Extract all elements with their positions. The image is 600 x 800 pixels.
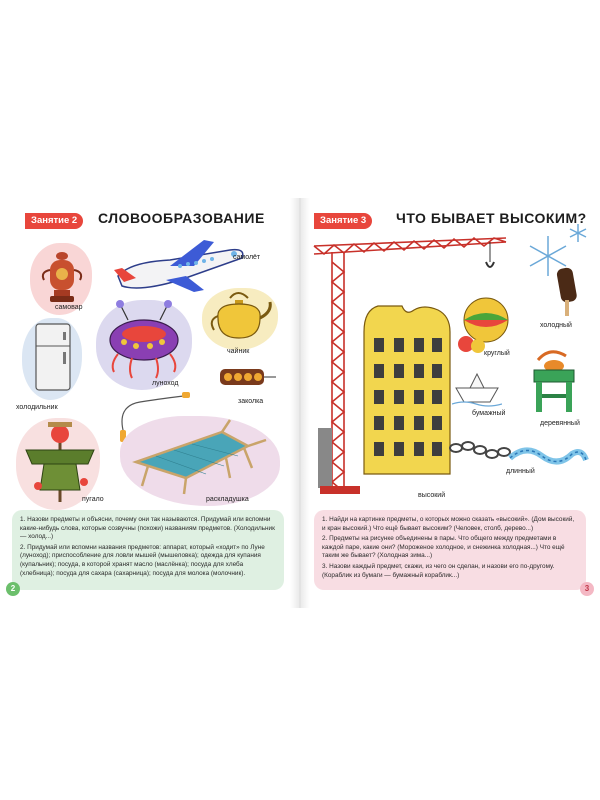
paper-boat-illustration [452, 372, 502, 408]
caption-paper: бумажный [472, 410, 506, 417]
page-number: 2 [6, 582, 20, 596]
chain-rope-illustration [446, 430, 590, 494]
caption-tall: высокий [418, 492, 446, 499]
task-3-text: 3. Назови каждый предмет, скажи, из чего он сделан, и назови его по-другому. (Кораблик из бумаги — бумажный кораблик...) [322, 562, 555, 579]
scarecrow-illustration [18, 420, 102, 506]
book-gutter [290, 198, 310, 608]
task-1-text: 1. Назови предметы и объясни, почему они так называются. Придумай или вспомни какие-нибудь слова, которые созвучны (похожи) названиям предметов. (Холодильник — холод...) [20, 516, 275, 541]
teapot-illustration [208, 290, 274, 348]
caption-fridge: холодильник [16, 404, 58, 411]
hairclip-illustration [214, 364, 278, 390]
ball-illustration [458, 294, 518, 356]
folding-bed-illustration [126, 418, 276, 498]
left-page [0, 198, 300, 608]
building-illustration [358, 302, 458, 482]
page-title: ЧТО БЫВАЕТ ВЫСОКИМ? [396, 210, 587, 226]
caption-lunokhod: луноход [152, 380, 179, 387]
ice-cream-illustration [550, 266, 584, 320]
fridge-illustration [30, 322, 76, 396]
caption-teapot: чайник [227, 348, 250, 355]
lesson-badge: Занятие 2 [25, 213, 83, 229]
caption-round: круглый [484, 350, 510, 357]
caption-hairclip: заколка [238, 398, 264, 405]
task-2-text: 2. Придумай или вспомни названия предметов: аппарат, который «ходит» по Луне (луноход); приспособление для ловли мышей (мышеловка); одежда для купания (купальник); посуда, в которой хранят масло (маслёнка); посуда для хлеба (хлебница); посуда для сахара (сахарница); посуда для молока (молочник). [20, 543, 265, 577]
page-title: СЛОВООБРАЗОВАНИЕ [98, 210, 265, 226]
page-number: 3 [580, 582, 594, 596]
task-1-text: 1. Найди на картинке предметы, о которых можно сказать «высокий». (Дом высокий, и кран высокий.) Что ещё бывает высоким? (Человек, столб, дерево...) [322, 516, 575, 532]
samovar-illustration [36, 246, 88, 308]
caption-long: длинный [506, 468, 535, 475]
caption-cold: холодный [540, 322, 572, 329]
lunokhod-illustration [98, 298, 190, 388]
right-page [300, 198, 600, 608]
caption-wooden: деревянный [540, 420, 580, 427]
caption-airplane: самолёт [233, 254, 261, 261]
book-spread [0, 198, 600, 608]
task-box [12, 510, 284, 590]
caption-folding-bed: раскладушка [206, 496, 249, 503]
task-2-text: 2. Предметы на рисунке объединены в пары. Что общего между предметами в каждой паре, какие они? (Мороженое холодное, и снежинка холодная...) Что ещё таким же бывает? (Холодная зима...) [322, 535, 565, 560]
airplane-illustration [110, 236, 250, 294]
task-box [314, 510, 586, 590]
caption-samovar: самовар [55, 304, 83, 311]
caption-scarecrow: пугало [82, 496, 104, 503]
stool-illustration [528, 348, 584, 418]
lesson-badge: Занятие 3 [314, 213, 372, 229]
